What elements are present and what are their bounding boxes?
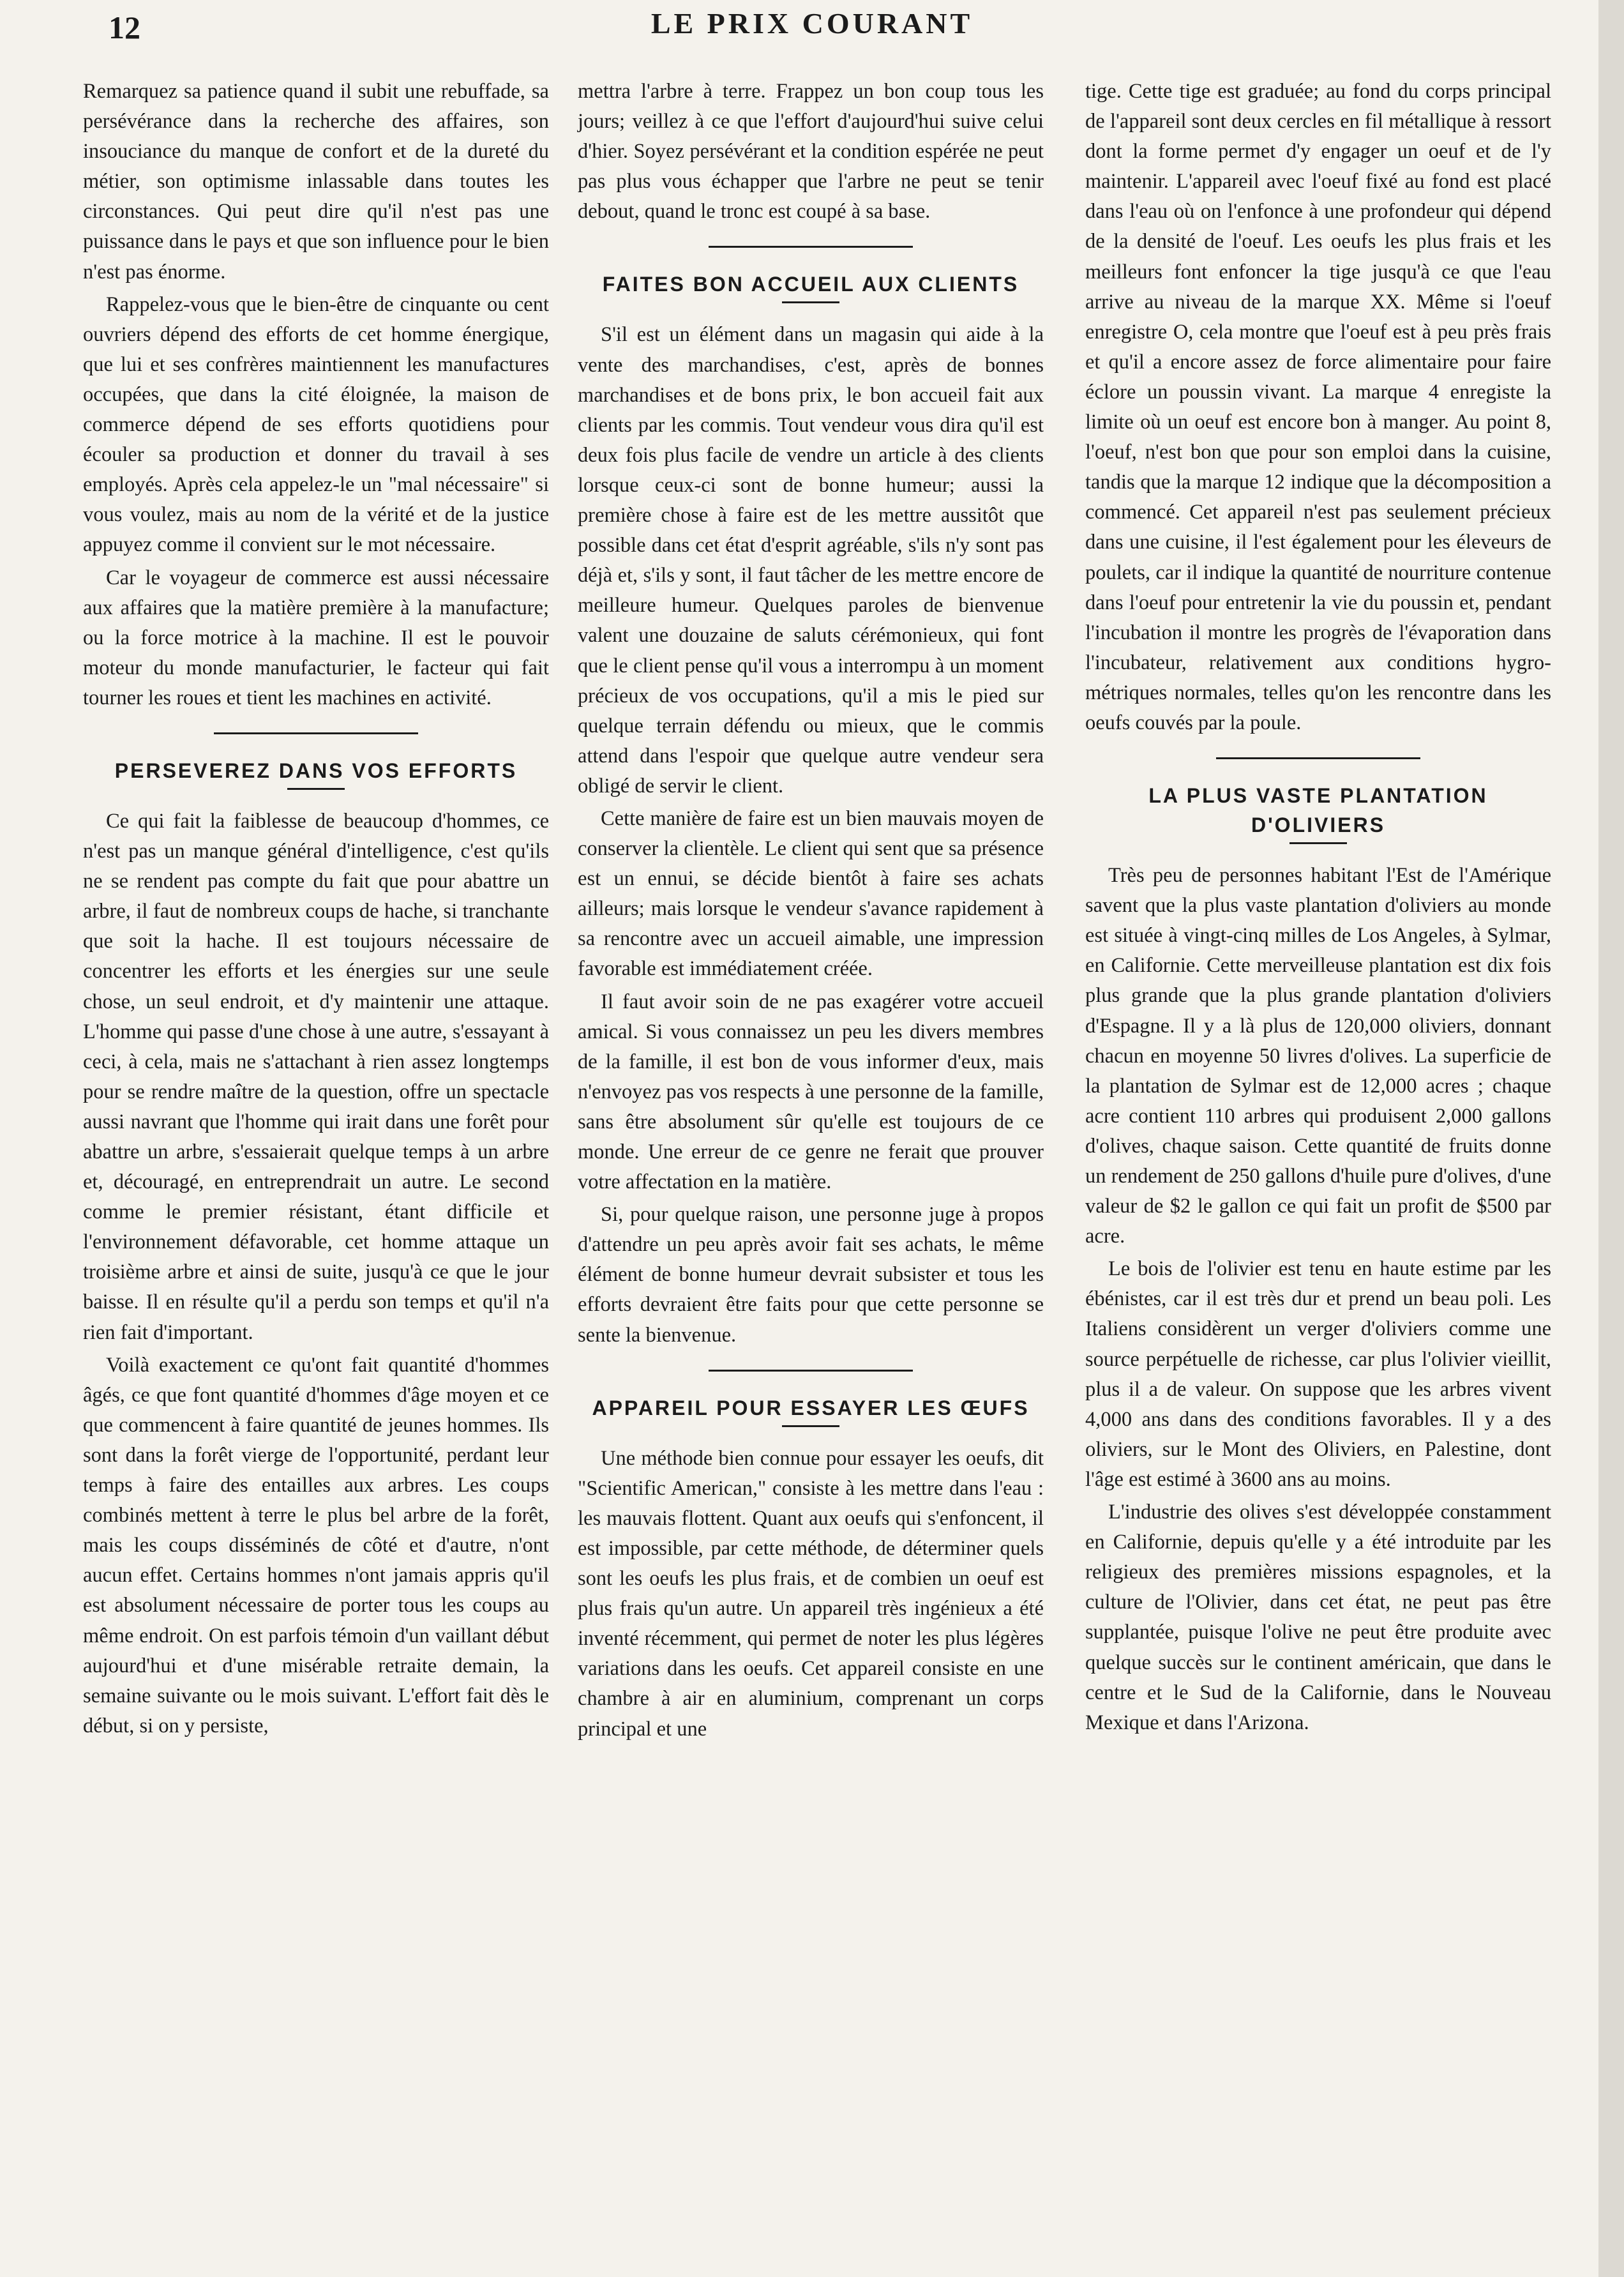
col2-paragraph: Une méthode bien connue pour essayer les oeufs, dit "Scientific American," consiste à les mettre dans l'eau : les mauvais flottent. Quant aux oeufs qui s'enfoncent, il est impossible, par cette méthode, de déterminer quels sont les oeufs les plus frais, et de combien un oeuf est plus frais qu'un autre. Un appareil très ingénieux a été inventé récemment, qui permet de noter les plus légères variations dans les oeufs. Cet appareil consiste en une chambre à air en aluminium, comprenant un corps principal et une [578,1446,1044,1741]
col2-paragraph: S'il est un élément dans un magasin qui aide à la vente des marchandises, c'est, après de bonnes marchandises et de bons prix, le bon accueil fait aux clients par les commis. Tout vendeur vous dira qu'il est deux fois plus facile de vendre un article à des clients lorsque ceux-ci sont de bonne humeur; aussi la première chose à faire est de les mettre aussitôt que possible dans cet état d'esprit agréable, s'ils n'y sont pas déjà et, s'ils y sont, il faut tâcher de les mettre encore de meilleure humeur. Quelques paroles de bienvenue valent une douzaine de saluts cérémonieux, qui font que le client pense qu'il vous a interrompu à un moment précieux de vos occupations, qu'il a mis le pied sur quelque terrain défendu ou mieux, que le commis attend dans l'espoir que quelque autre vendeur sera obligé de servir le client. [578,323,1044,798]
heading-underline [782,1425,839,1427]
col2-paragraph: mettra l'arbre à terre. Frappez un bon coup tous les jours; veillez à ce que l'effort d'aujourd'hui suive celui d'hier. Soyez persévérant et la condition espérée ne peut pas plus vous échapper que l'arbre ne peut se tenir debout, quand le tronc est coupé à sa base. [578,80,1044,223]
page-number: 12 [109,10,140,45]
journal-title: LE PRIX COURANT [650,7,974,40]
heading-accueil-clients: FAITES BON ACCUEIL AUX CLIENTS [602,273,1019,296]
col1-paragraph: Remarquez sa patience quand il subit une rebuffade, sa persévérance dans la recherche des affaires, son insouciance du manque de confort et de la dureté du métier, son optimisme inlassable dans toutes les circonstances. Qui peut dire qu'il n'est pas une puissance dans le pays et que son influence pour le bien n'est pas énorme. [83,80,549,284]
section-divider [709,1370,913,1372]
heading-underline [1289,842,1347,844]
col2-paragraph: Si, pour quelque raison, une personne juge à propos d'attendre un peu après avoir fait ses achats, le même élément de bonne humeur devrait subsister et tous les efforts devraient être faits pour que cette personne se sente la bienvenue. [578,1203,1044,1347]
col3-paragraph: Le bois de l'olivier est tenu en haute estime par les ébénistes, car il est très dur et prend un beau poli. Les Italiens considèrent un verger d'oliviers comme une source perpétuelle de richesse, car plus l'olivier vieillit, plus il a de valeur. On suppose que les arbres vivent 4,000 ans dans des conditions favorables. Il y a des oliviers, sur le Mont des Oliviers, en Palestine, dont l'âge est estimé à 3600 ans au moins. [1085,1257,1551,1491]
col1-paragraph: Ce qui fait la faiblesse de beaucoup d'hommes, ce n'est pas un manque général d'intelligence, c'est qu'ils ne se rendent pas compte du fait que pour abattre un arbre, il faut de nombreux coups de hache, si tranchante que soit la hache. Il est toujours nécessaire de concentrer les efforts et les énergies sur une seule chose, un seul endroit, et d'y maintenir une attaque. L'homme qui passe d'une chose à une autre, s'essayant à ceci, à cela, mais ne s'attachant à rien assez longtemps pour se rendre maître de la question, offre un spectacle aussi navrant que l'homme qui irait dans une forêt pour abattre un arbre, s'essaierait quelque temps à un arbre et, découragé, en entreprendrait un autre. Le second comme le premier résistant, étant difficile et l'environnement défavorable, cet homme attaque un troisième arbre et ainsi de suite, jusqu'à ce que le jour baisse. Il en résulte qu'il a perdu son temps et qu'il n'a rien fait d'important. [83,809,549,1344]
heading-appareil-oeufs: APPAREIL POUR ESSAYER LES ŒUFS [592,1396,1030,1419]
column-1 [83,77,549,1741]
col3-paragraph: L'industrie des olives s'est développée constamment en Californie, depuis qu'elle y a été introduite par les religieux des premières missions espagnoles, et la culture de l'Olivier, dans cet état, ne peut pas être supplantée, puisque l'olive ne peut être produite avec quelque succès sur le continent américain, que dans le centre et le Sud de la Californie, dans le Nouveau Mexique et dans l'Arizona. [1085,1501,1551,1734]
heading-plantation-oliviers: LA PLUS VASTE PLANTATION D'OLIVIERS [1148,784,1488,837]
column-3 [1085,77,1551,1738]
section-divider [1216,757,1420,759]
heading-underline [782,301,839,303]
col2-paragraph: Cette manière de faire est un bien mauvais moyen de conserver la clientèle. Le client qui sent que sa présence est un ennui, se décide bientôt à faire ses achats ailleurs; mais lorsque le vendeur s'avance rapidement à sa rencontre avec un accueil aimable, une impression favorable est immédiatement créée. [578,806,1044,981]
col1-paragraph: Voilà exactement ce qu'ont fait quantité d'hommes âgés, ce que font quantité d'hommes d'âge moyen et ce que commencent à faire quantité de jeunes hommes. Ils sont dans la forêt vierge de l'opportunité, perdant leur temps à faire des entailles aux arbres. Les coups combinés mettent à terre le plus bel arbre de la forêt, mais les coups disséminés de côté et d'autre, n'ont aucun effet. Certains hommes n'ont jamais appris qu'il est absolument nécessaire de porter tous les coups au même endroit. On est parfois témoin d'un vaillant début aujourd'hui et d'une misérable retraite demain, la semaine suivante ou le mois suivant. L'effort fait dès le début, si on y persiste, [83,1353,549,1737]
col1-paragraph: Car le voyageur de commerce est aussi nécessaire aux affaires que la matière première à la manufacture; ou la force motrice à la machine. Il est le pouvoir moteur du monde manufacturier, le facteur qui fait tourner les roues et tient les machines en activité. [83,566,549,709]
page-edge-shadow [1598,0,1624,2277]
page-header [0,0,1624,51]
heading-underline [287,788,345,790]
section-divider [709,246,913,248]
col3-paragraph: tige. Cette tige est graduée; au fond du corps principal de l'appareil sont deux cercles en fil métallique à ressort dont la forme permet d'y engager un oeuf et de l'y maintenir. L'appareil avec l'oeuf fixé au fond est placé dans l'eau où on l'enfonce à une profondeur qui dépend de la densité de l'oeuf. Les oeufs les plus frais et les meilleurs font enfoncer la tige jusqu'à ce que l'eau arrive au niveau de la marque XX. Même si l'oeuf enregistre O, cela montre que l'oeuf est à peu près frais et qu'il a encore assez de force alimentaire pour faire éclore un poussin vivant. La marque 4 enregiste la limite où un oeuf est encore bon à manger. Au point 8, l'oeuf, n'est bon que pour son emploi dans la cuisine, tandis que la marque 12 indique que la décomposition a commencé. Cet appareil n'est pas seulement précieux dans une cuisine, il l'est également pour les éleveurs de poulets, car il indique la quantité de nourriture contenue dans l'oeuf pour entretenir la vie du poussin et, pendant l'incubation il montre les progrès de l'évaporation dans l'incubateur, relativement aux conditions hygro-métriques normales, telles qu'on les rencontre dans les oeufs couvés par la poule. [1085,80,1551,734]
section-divider [214,732,418,734]
col1-paragraph: Rappelez-vous que le bien-être de cinquante ou cent ouvriers dépend des efforts de cet homme énergique, que lui et ses confrères maintiennent les manufactures occupées, que dans la cité éloignée, la maison de commerce dépend de ses efforts quotidiens pour écouler sa production et donner du travail à ses employés. Après cela appelez-le un "mal nécessaire" si vous voulez, mais au nom de la vérité et de la justice appuyez comme il convient sur le mot nécessaire. [83,292,549,557]
col2-paragraph: Il faut avoir soin de ne pas exagérer votre accueil amical. Si vous connaissez un peu les divers membres de la famille, il est bon de vous informer d'eux, mais n'envoyez pas vos respects à une personne de la famille, sans être absolument sûr qu'elle est toujours de ce monde. Une erreur de ce genre ne ferait que prouver votre affectation en la matière. [578,990,1044,1194]
heading-perseverez: PERSEVEREZ DANS VOS EFFORTS [114,759,518,782]
column-2 [578,77,1044,1744]
col3-paragraph: Très peu de personnes habitant l'Est de l'Amérique savent que la plus vaste plantation d'oliviers au monde est située à vingt-cinq milles de Los Angeles, à Sylmar, en Californie. Cette merveilleuse plantation est dix fois plus grande que la plus grande plantation d'oliviers d'Espagne. Il y a là plus de 120,000 oliviers, donnant chacun en moyenne 50 livres d'olives. La superficie de la plantation de Sylmar est de 12,000 acres ; chaque acre contient 110 arbres qui produisent 2,000 gallons d'olives, chaque saison. Cette quantité de fruits donne un rendement de 250 gallons d'huile pure d'olives, d'une valeur de $2 le gallon ce qui fait un profit de $500 par acre. [1085,864,1551,1248]
